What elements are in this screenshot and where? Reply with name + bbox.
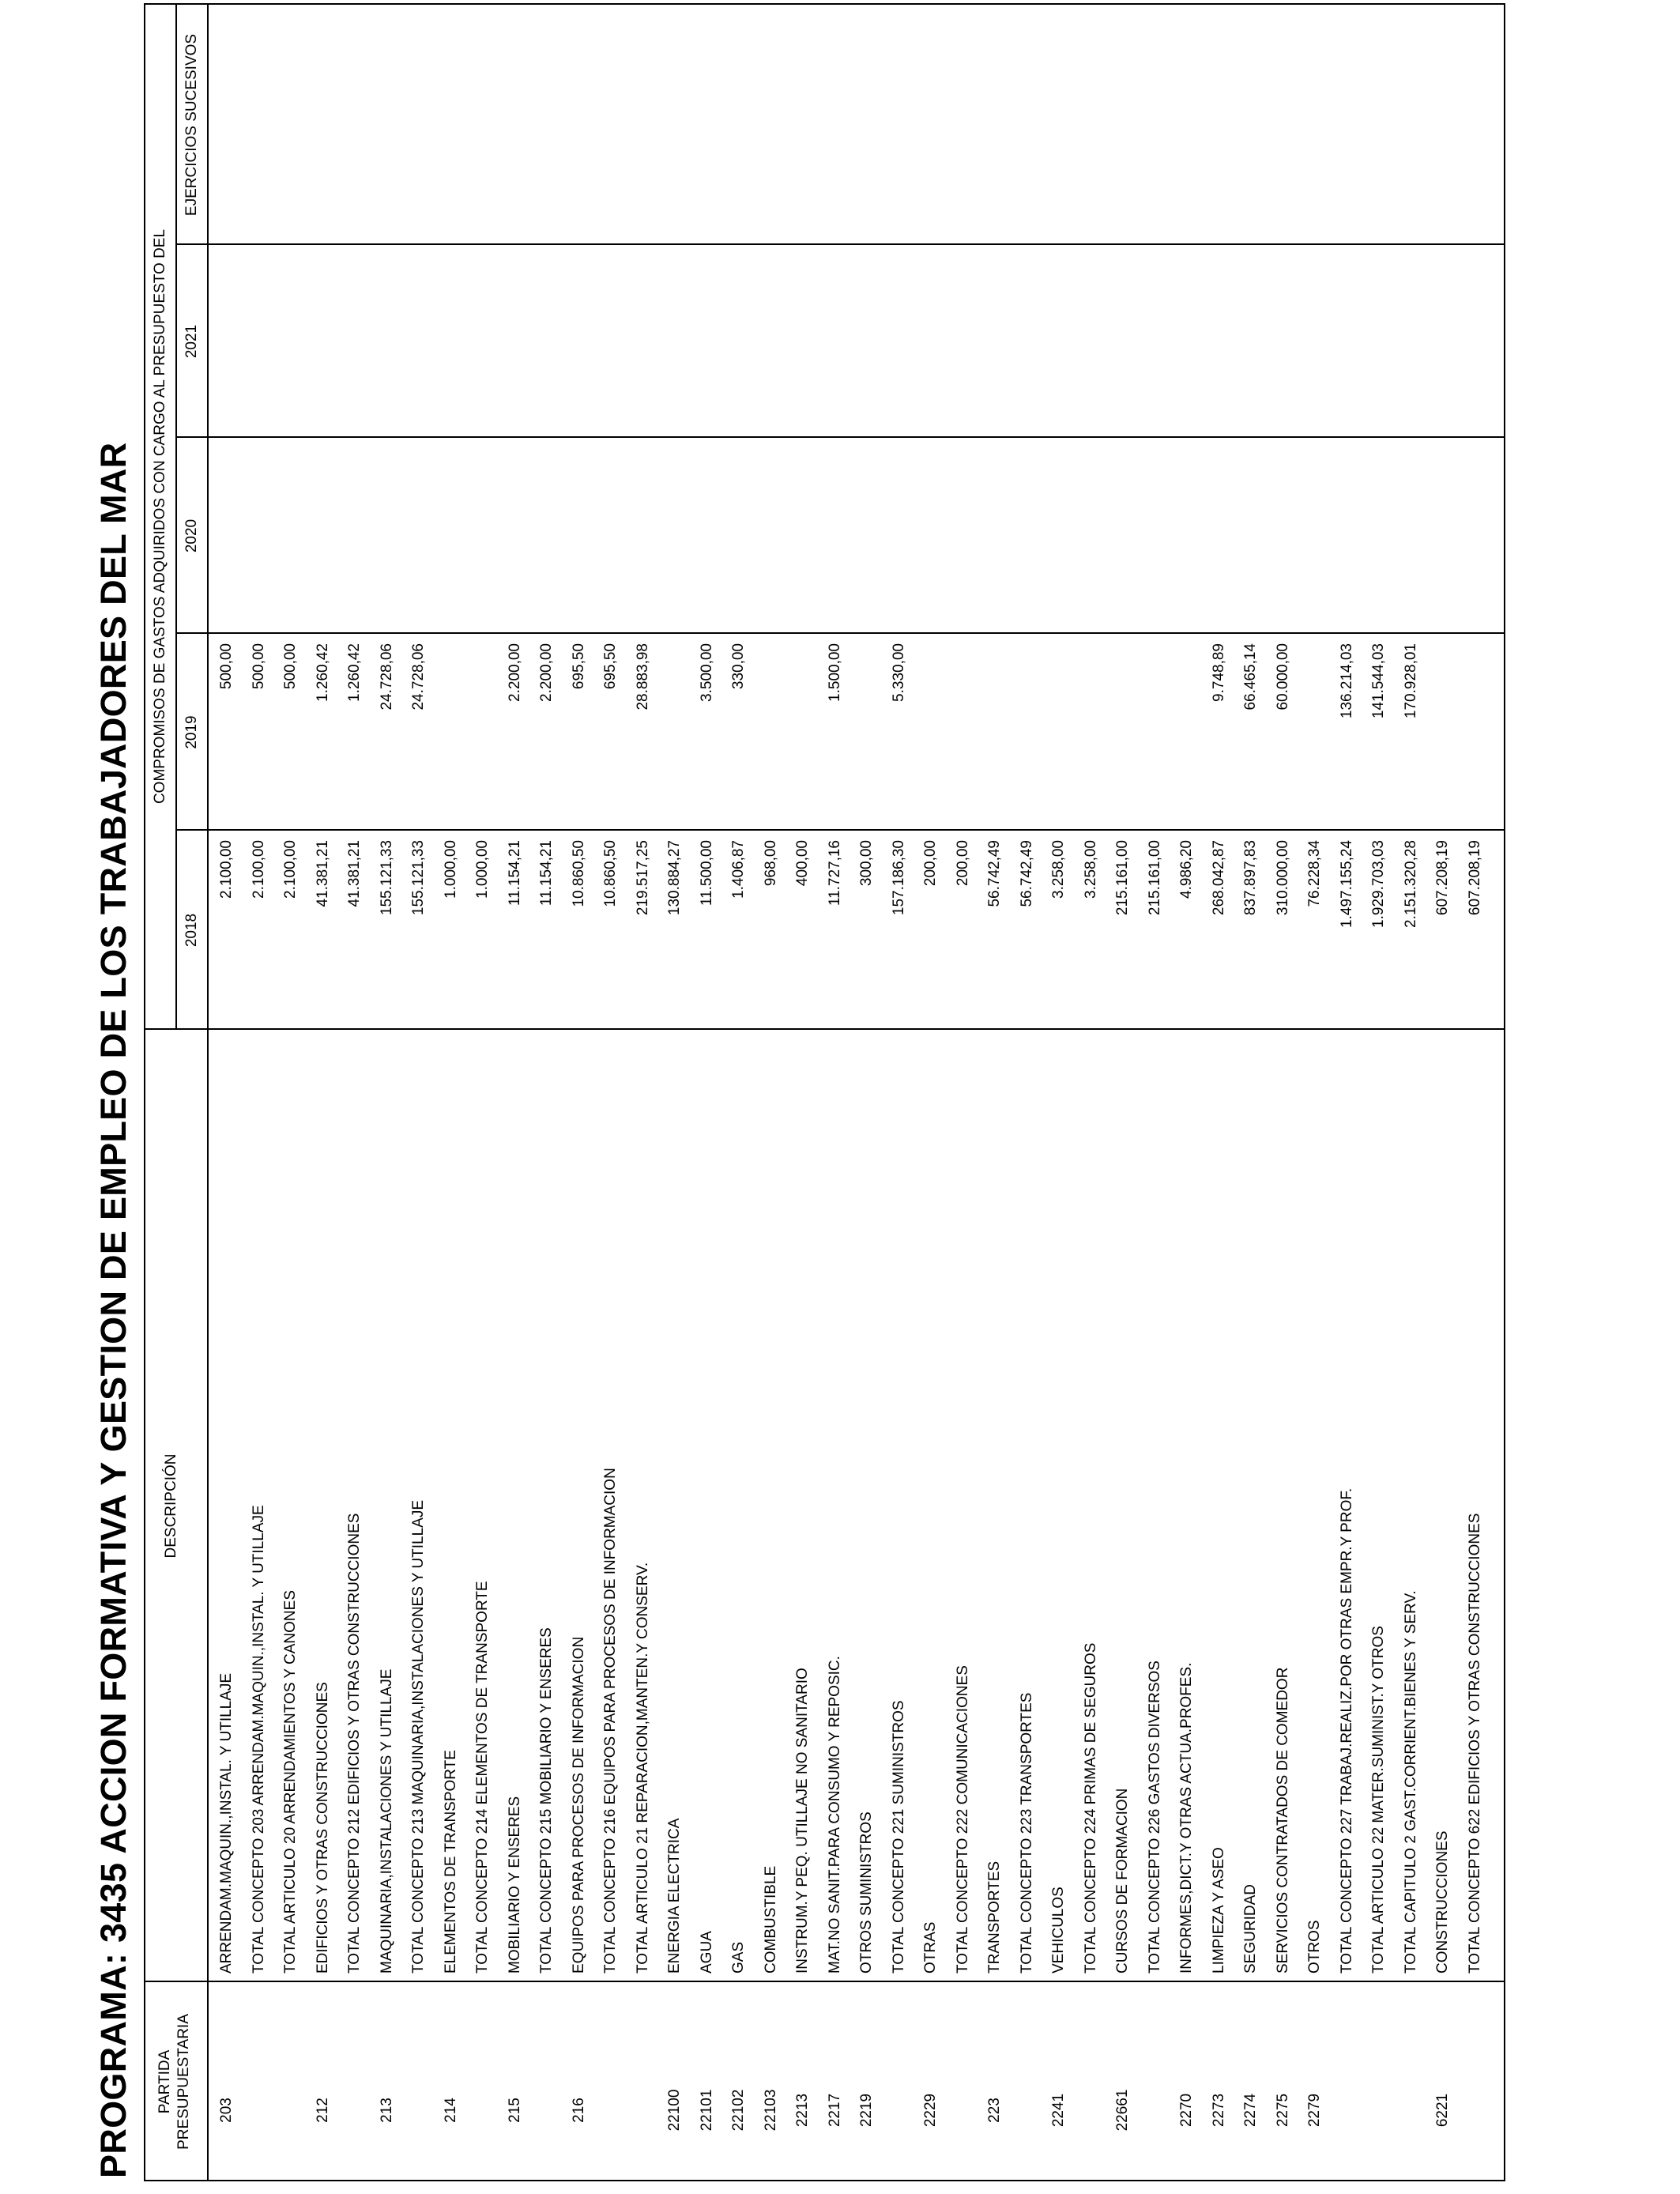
col-sep-2020 (175, 436, 1505, 438)
cell-desc: INFORMES,DICT.Y OTRAS ACTUA.PROFES. (1178, 1662, 1195, 1973)
header-2019: 2019 (183, 715, 200, 749)
cell-code (1083, 2039, 1100, 2181)
cell-code (955, 2039, 972, 2181)
cell-y2018: 130.884,27 (666, 840, 683, 916)
cell-desc: TOTAL CONCEPTO 212 EDIFICIOS Y OTRAS CONSTRUCCIONES (346, 1513, 363, 1973)
cell-y2019 (443, 643, 460, 831)
compromisos-separator (175, 3, 177, 1030)
cell-y2018: 200,00 (955, 840, 971, 887)
cell-code (474, 2039, 492, 2181)
cell-code: 22103 (763, 2089, 779, 2132)
header-presupuestaria: PRESUPUESTARIA (175, 2014, 192, 2150)
cell-y2019: 136.214,03 (1339, 643, 1355, 719)
cell-y2019 (858, 643, 876, 831)
cell-y2018: 400,00 (794, 840, 811, 887)
cell-code: 2275 (1275, 2093, 1291, 2128)
cell-y2019: 500,00 (218, 643, 235, 690)
cell-y2018: 41.381,21 (346, 840, 363, 907)
cell-code (346, 2039, 363, 2181)
cell-code (410, 2039, 428, 2181)
cell-desc: SERVICIOS CONTRATADOS DE COMEDOR (1275, 1667, 1291, 1973)
cell-desc: TOTAL ARTICULO 22 MATER.SUMINIST.Y OTROS (1370, 1626, 1387, 1973)
cell-y2018: 2.100,00 (282, 840, 299, 899)
cell-desc: ELEMENTOS DE TRANSPORTE (443, 1750, 459, 1973)
cell-y2019 (1434, 643, 1452, 831)
cell-y2018: 1.000,00 (443, 840, 459, 899)
cell-y2018: 310.000,00 (1275, 840, 1291, 916)
cell-code (1339, 2039, 1356, 2181)
cell-desc: TOTAL CONCEPTO 203 ARRENDAM.MAQUIN.,INSTAL. Y UTILLAJE (250, 1505, 267, 1973)
cell-code (1467, 2039, 1484, 2181)
cell-y2018: 968,00 (763, 840, 779, 887)
cell-code: 22102 (730, 2089, 747, 2132)
cell-y2019: 330,00 (730, 643, 747, 690)
cell-desc: OTROS SUMINISTROS (858, 1811, 875, 1973)
cell-code: 2219 (858, 2093, 875, 2128)
cell-y2019: 500,00 (250, 643, 267, 690)
cell-y2018: 56.742,49 (1019, 840, 1035, 907)
cell-y2019 (1306, 643, 1324, 831)
cell-y2019 (474, 643, 492, 831)
cell-y2019 (922, 643, 940, 831)
cell-desc: SEGURIDAD (1242, 1884, 1259, 1973)
cell-y2018: 41.381,21 (315, 840, 331, 907)
cell-y2018: 215.161,00 (1114, 840, 1131, 916)
cell-code: 2241 (1050, 2093, 1067, 2128)
cell-desc: TOTAL CONCEPTO 221 SUMINISTROS (891, 1700, 907, 1973)
cell-y2018: 300,00 (858, 840, 875, 887)
cell-code: 2274 (1242, 2093, 1259, 2128)
cell-desc: EQUIPOS PARA PROCESOS DE INFORMACION (571, 1636, 587, 1973)
cell-desc: ENERGIA ELECTRICA (666, 1818, 683, 1973)
cell-y2019: 1.500,00 (827, 643, 843, 702)
cell-desc: VEHICULOS (1050, 1887, 1067, 1973)
cell-y2018: 1.929.703,03 (1370, 840, 1387, 928)
cell-y2018: 607.208,19 (1467, 840, 1483, 916)
cell-code: 6221 (1434, 2093, 1451, 2128)
cell-code: 223 (986, 2098, 1003, 2123)
cell-desc: TOTAL CONCEPTO 215 MOBILIARIO Y ENSERES (538, 1627, 555, 1973)
cell-code: 2217 (827, 2093, 843, 2128)
cell-code: 215 (507, 2098, 523, 2123)
cell-desc: TRANSPORTES (986, 1860, 1003, 1973)
cell-code (1403, 2039, 1420, 2181)
cell-desc: MOBILIARIO Y ENSERES (507, 1796, 523, 1973)
cell-code (602, 2039, 620, 2181)
cell-y2018: 56.742,49 (986, 840, 1003, 907)
cell-code: 2229 (922, 2093, 939, 2128)
header-ejercicios-sucesivos: EJERCICIOS SUCESIVOS (183, 33, 200, 217)
cell-y2018: 155.121,33 (410, 840, 427, 916)
cell-y2019: 1.260,42 (315, 643, 331, 702)
cell-code: 2213 (794, 2093, 811, 2128)
cell-desc: TOTAL CONCEPTO 223 TRANSPORTES (1019, 1692, 1035, 1973)
cell-y2018: 1.406,87 (730, 840, 747, 899)
cell-desc: TOTAL CONCEPTO 226 GASTOS DIVERSOS (1147, 1661, 1163, 1973)
cell-desc: TOTAL CONCEPTO 622 EDIFICIOS Y OTRAS CONSTRUCCIONES (1467, 1513, 1483, 1973)
cell-desc: EDIFICIOS Y OTRAS CONSTRUCCIONES (315, 1682, 331, 1973)
header-descripcion: DESCRIPCIÓN (163, 1453, 179, 1559)
cell-code: 22100 (666, 2089, 683, 2132)
header-partida: PARTIDA (156, 2049, 173, 2114)
cell-y2019: 60.000,00 (1275, 643, 1291, 711)
cell-y2019: 695,50 (602, 643, 619, 690)
cell-y2019: 24.728,06 (379, 643, 395, 711)
cell-y2019 (986, 643, 1004, 831)
cell-code (1147, 2039, 1164, 2181)
header-2018: 2018 (183, 913, 200, 948)
cell-y2019: 24.728,06 (410, 643, 427, 711)
cell-y2018: 607.208,19 (1434, 840, 1451, 916)
cell-y2019: 170.928,01 (1403, 643, 1419, 719)
cell-code (250, 2039, 268, 2181)
cell-y2019: 9.748,89 (1211, 643, 1227, 702)
cell-y2018: 10.860,50 (602, 840, 619, 907)
cell-y2018: 2.100,00 (250, 840, 267, 899)
cell-desc: TOTAL CONCEPTO 214 ELEMENTOS DE TRANSPORTE (474, 1581, 491, 1973)
cell-desc: TOTAL CONCEPTO 227 TRABAJ.REALIZ.POR OTRAS EMPR.Y PROF. (1339, 1487, 1355, 1973)
cell-desc: AGUA (699, 1931, 715, 1973)
cell-code: 216 (571, 2098, 587, 2123)
cell-desc: TOTAL CAPITULO 2 GAST.CORRIENT.BIENES Y SERV. (1403, 1590, 1419, 1973)
cell-y2018: 2.151.320,28 (1403, 840, 1419, 928)
cell-code: 2270 (1178, 2093, 1195, 2128)
cell-code: 212 (315, 2098, 331, 2123)
cell-y2018: 11.154,21 (507, 840, 523, 907)
cell-y2018: 3.258,00 (1083, 840, 1099, 899)
cell-desc: TOTAL ARTICULO 20 ARRENDAMIENTOS Y CANONES (282, 1590, 299, 1973)
cell-desc: TOTAL CONCEPTO 224 PRIMAS DE SEGUROS (1083, 1642, 1099, 1973)
cell-y2018: 10.860,50 (571, 840, 587, 907)
cell-y2019 (1114, 643, 1132, 831)
cell-code: 22101 (699, 2089, 715, 2132)
cell-code: 214 (443, 2098, 459, 2123)
cell-y2018: 155.121,33 (379, 840, 395, 916)
cell-desc: ARRENDAM.MAQUIN.,INSTAL. Y UTILLAJE (218, 1672, 235, 1973)
cell-y2018: 200,00 (922, 840, 939, 887)
col-sep-2021 (175, 243, 1505, 245)
cell-desc: LIMPIEZA Y ASEO (1211, 1847, 1227, 1973)
cell-code: 2273 (1211, 2093, 1227, 2128)
cell-y2019 (955, 643, 972, 831)
cell-code (1370, 2039, 1388, 2181)
cell-desc: TOTAL CONCEPTO 222 COMUNICACIONES (955, 1665, 971, 1973)
cell-y2019: 500,00 (282, 643, 299, 690)
cell-desc: MAQUINARIA,INSTALACIONES Y UTILLAJE (379, 1668, 395, 1973)
cell-desc: CURSOS DE FORMACION (1114, 1788, 1131, 1973)
cell-y2018: 1.497.155,24 (1339, 840, 1355, 928)
cell-code (538, 2039, 556, 2181)
cell-y2019: 66.465,14 (1242, 643, 1259, 711)
cell-y2018: 1.000,00 (474, 840, 491, 899)
cell-y2019 (666, 643, 684, 831)
table-border-top (144, 3, 145, 2181)
cell-desc: TOTAL ARTICULO 21 REPARACION,MANTEN.Y CONSERV. (635, 1562, 651, 1973)
cell-y2018: 157.186,30 (891, 840, 907, 916)
cell-y2018: 76.228,34 (1306, 840, 1323, 907)
cell-y2018: 3.258,00 (1050, 840, 1067, 899)
cell-y2018: 11.727,16 (827, 840, 843, 907)
cell-y2019 (794, 643, 812, 831)
cell-y2019 (1147, 643, 1164, 831)
cell-desc: TOTAL CONCEPTO 213 MAQUINARIA,INSTALACIONES Y UTILLAJE (410, 1499, 427, 1973)
header-compromisos: COMPROMISOS DE GASTOS ADQUIRIDOS CON CARGO AL PRESUPUESTO DEL (152, 228, 168, 805)
cell-code (1019, 2039, 1036, 2181)
cell-code (891, 2039, 908, 2181)
cell-code: 213 (379, 2098, 395, 2123)
header-separator (207, 3, 209, 2181)
cell-code (282, 2039, 299, 2181)
cell-y2019 (1467, 643, 1484, 831)
cell-y2019 (1019, 643, 1036, 831)
cell-y2019: 2.200,00 (507, 643, 523, 702)
cell-y2018: 11.154,21 (538, 840, 555, 907)
cell-y2018: 268.042,87 (1211, 840, 1227, 916)
cell-desc: TOTAL CONCEPTO 216 EQUIPOS PARA PROCESOS DE INFORMACION (602, 1468, 619, 1973)
cell-desc: CONSTRUCCIONES (1434, 1830, 1451, 1973)
col-sep-2019 (175, 632, 1505, 634)
table-border-bottom (1504, 3, 1505, 2181)
cell-desc: INSTRUM.Y PEQ. UTILLAJE NO SANITARIO (794, 1668, 811, 1973)
cell-desc: COMBUSTIBLE (763, 1865, 779, 1973)
col-sep-partida (144, 1981, 1505, 1982)
cell-y2019: 141.544,03 (1370, 643, 1387, 719)
header-2020: 2020 (183, 518, 200, 553)
page-title: PROGRAMA: 3435 ACCION FORMATIVA Y GESTION DE EMPLEO DE LOS TRABAJADORES DEL MAR (93, 442, 134, 2178)
cell-y2019 (1178, 643, 1196, 831)
cell-y2019: 695,50 (571, 643, 587, 690)
cell-code (635, 2039, 652, 2181)
cell-y2019: 2.200,00 (538, 643, 555, 702)
cell-desc: GAS (730, 1941, 747, 1973)
cell-desc: MAT.NO SANIT.PARA CONSUMO Y REPOSIC. (827, 1656, 843, 1973)
cell-y2018: 11.500,00 (699, 840, 715, 907)
cell-y2019 (763, 643, 780, 831)
cell-y2019: 5.330,00 (891, 643, 907, 702)
cell-y2018: 837.897,83 (1242, 840, 1259, 916)
cell-y2019 (1083, 643, 1100, 831)
table-border-right (144, 3, 1505, 5)
cell-y2018: 2.100,00 (218, 840, 235, 899)
cell-y2018: 4.986,20 (1178, 840, 1195, 899)
cell-code: 203 (218, 2098, 235, 2123)
cell-y2019: 3.500,00 (699, 643, 715, 702)
cell-desc: OTRAS (922, 1921, 939, 1973)
header-2021: 2021 (183, 324, 200, 359)
cell-y2019 (1050, 643, 1068, 831)
cell-code: 2279 (1306, 2093, 1323, 2128)
cell-code: 22661 (1114, 2089, 1131, 2132)
cell-desc: OTROS (1306, 1920, 1323, 1973)
cell-y2018: 215.161,00 (1147, 840, 1163, 916)
cell-y2019: 1.260,42 (346, 643, 363, 702)
cell-y2019: 28.883,98 (635, 643, 651, 711)
cell-y2018: 219.517,25 (635, 840, 651, 916)
